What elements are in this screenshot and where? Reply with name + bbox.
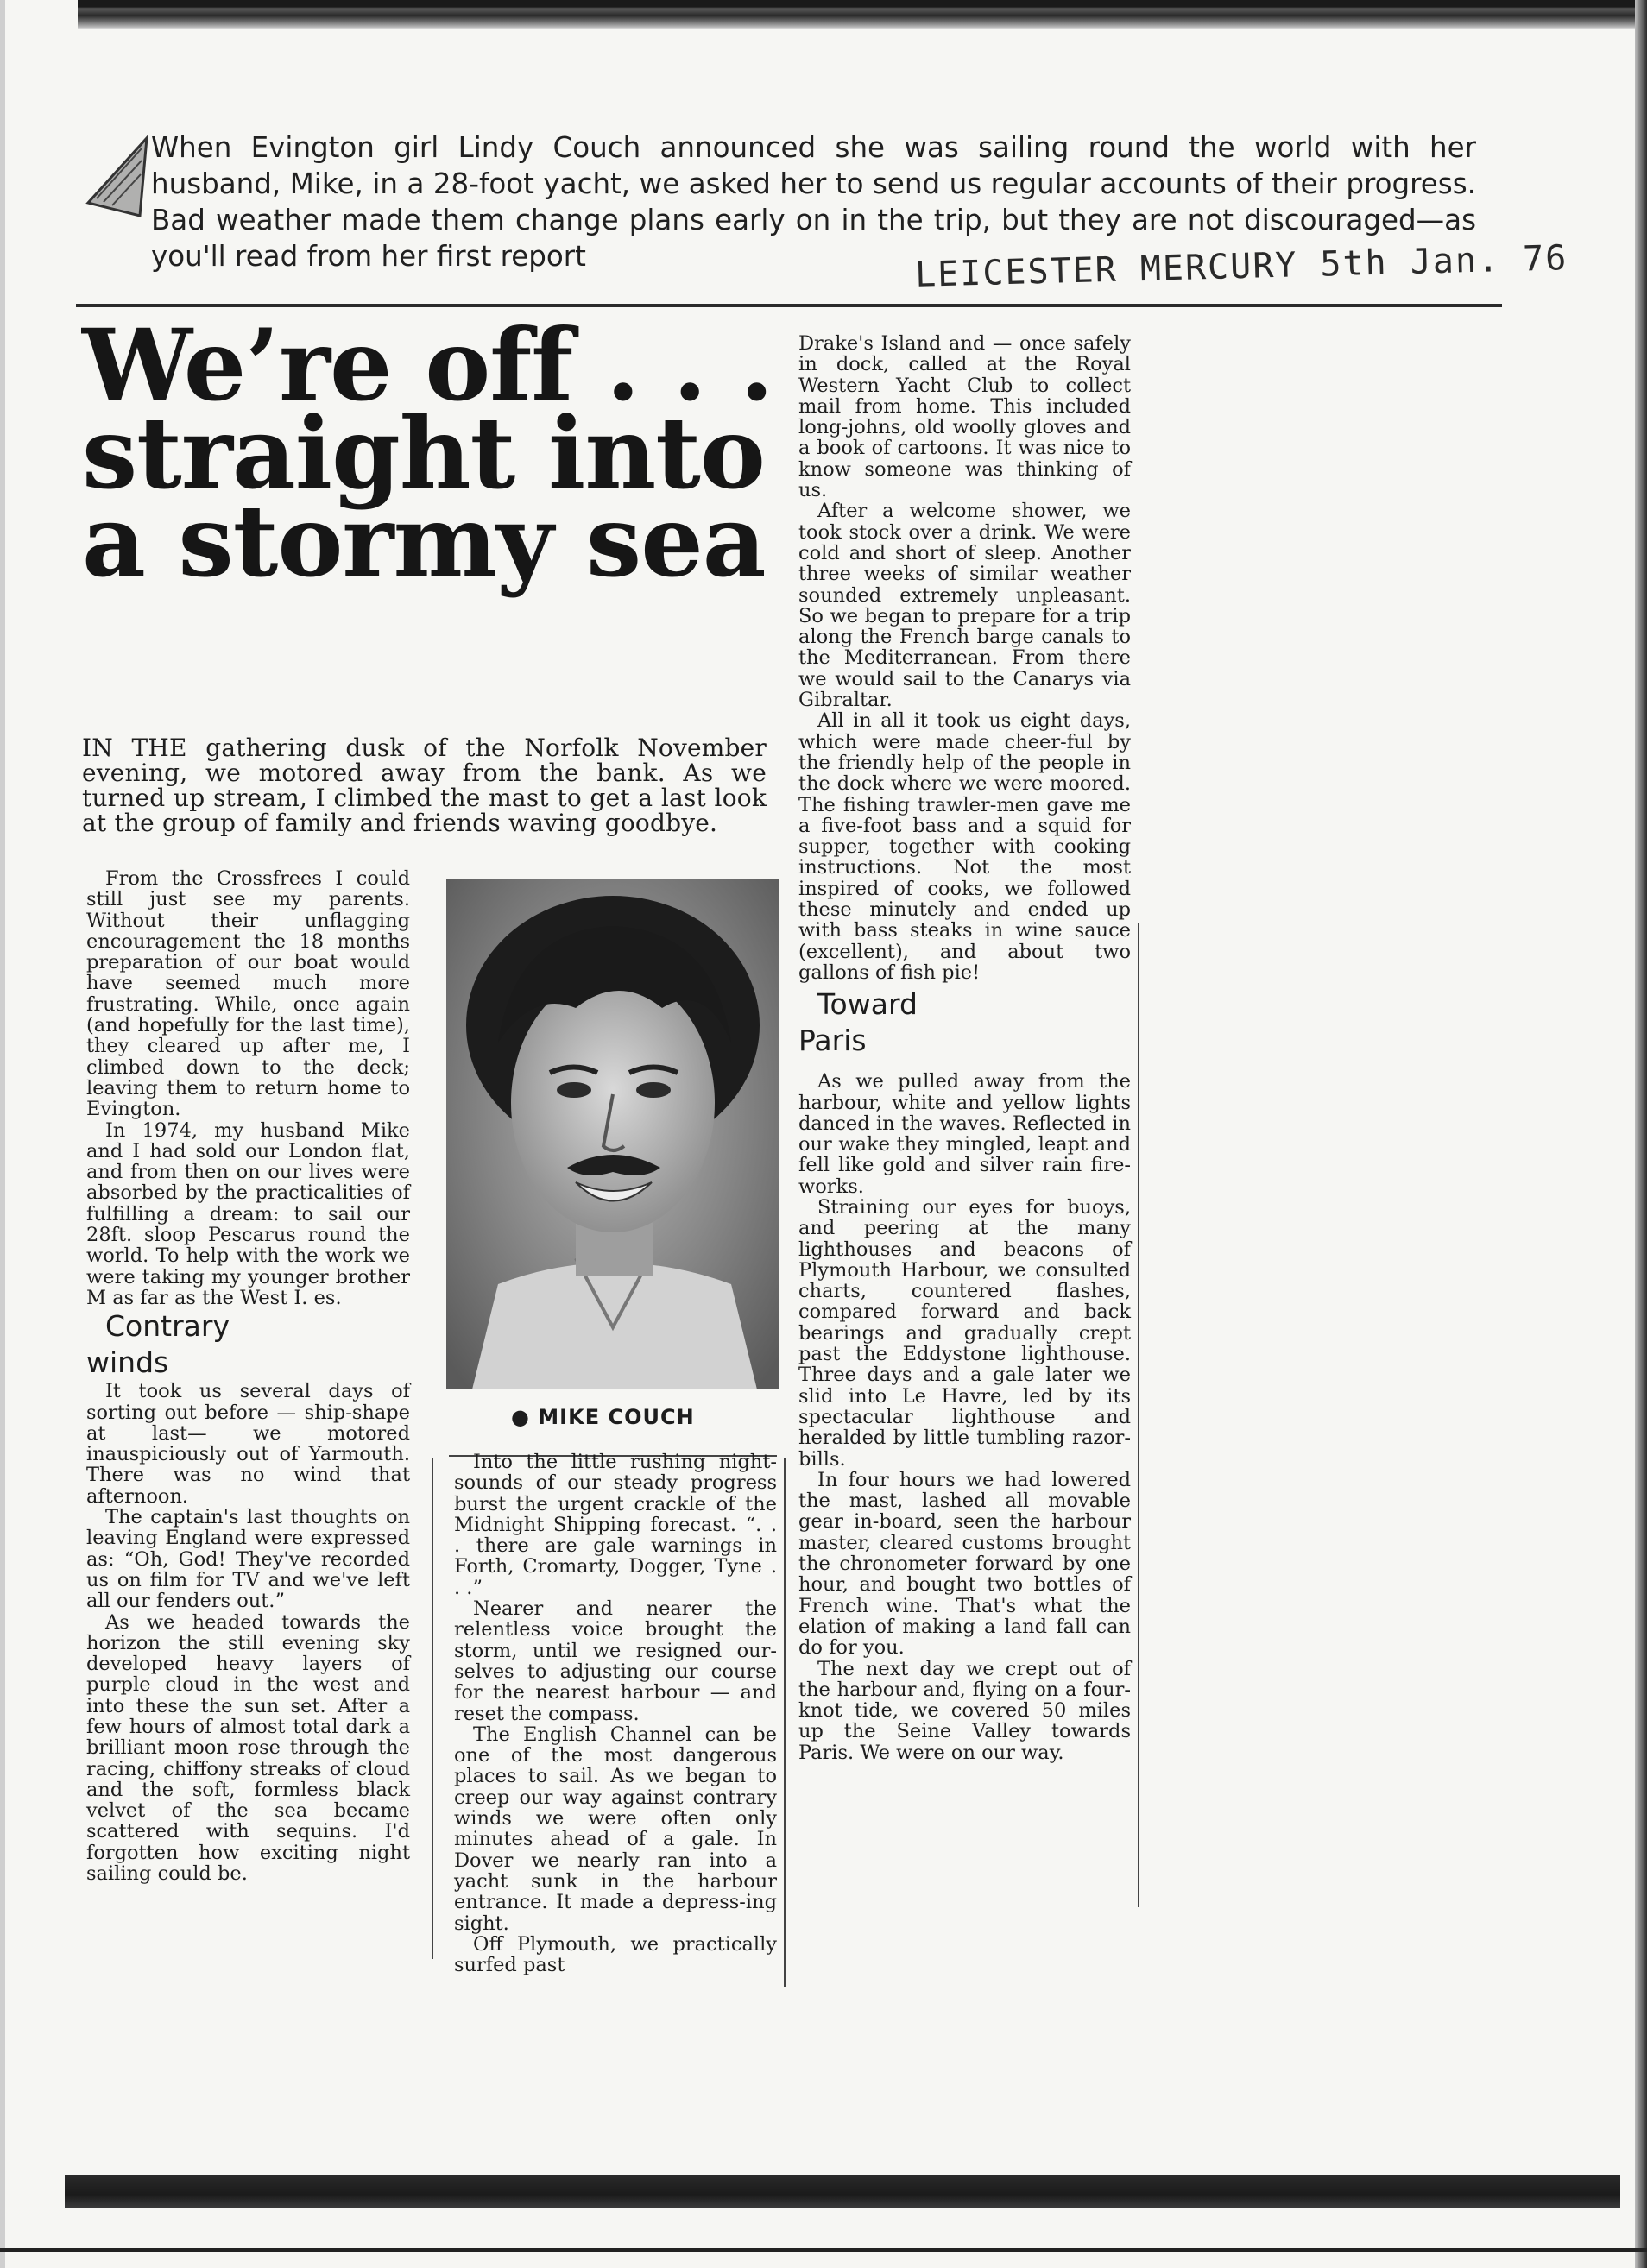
article-column-2 <box>454 1452 777 1975</box>
paragraph: Nearer and nearer the relentless voice brought the storm, until we resigned our-selves to adjusting our course for the nearest harbour — and reset the compass. <box>454 1597 777 1725</box>
paragraph: The captain's last thoughts on leaving England were expressed as: “Oh, God! They've recorded us on film for TV and we've left all our fenders out.” <box>86 1506 410 1613</box>
paragraph: The next day we crept out of the harbour and, flying on a four-knot tide, we covered 50 miles up the Seine Valley towards Paris. We were on our way. <box>798 1657 1131 1764</box>
paragraph: It took us several days of sorting out before — ship-shape at last— we motored inauspiciously out of Yarmouth. There was no wind that afternoon. <box>86 1380 410 1508</box>
paragraph: Into the little rushing night-sounds of our steady progress burst the urgent crackle of the Midnight Shipping forecast. “. . . there are gale warnings in Forth, Cromarty, Dogger, Tyne . . .” <box>454 1451 777 1599</box>
scan-border-top <box>78 0 1647 29</box>
paragraph: All in all it took us eight days, which were made cheer-ful by the friendly help of the people in the dock where we were moored. The fishing trawler-men gave me a five-foot bass and a squid for supper, together with cooking instructions. Not the most inspired of cooks, we followed these minutely and ended up with bass steaks in wine sauce (excellent), and about two gallons of fish pie! <box>798 709 1131 984</box>
scan-border-right <box>1635 0 1647 2268</box>
paragraph: As we pulled away from the harbour, white and yellow lights danced in the waves. Reflected in our wake they mingled, leapt and fell like gold and silver rain fire-works. <box>798 1070 1131 1198</box>
scan-line-bottom <box>0 2248 1647 2252</box>
paragraph: As we headed towards the horizon the still evening sky developed heavy layers of purple cloud in the west and into these the sun set. After a few hours of almost total dark a brilliant moon rose through the racing, chiffony streaks of cloud and the soft, formless black velvet of the sea became scattered with sequins. I'd forgotten how exciting night sailing could be. <box>86 1610 410 1886</box>
article-column-1 <box>86 868 410 1884</box>
portrait-illustration <box>446 879 779 1389</box>
paragraph: From the Crossfrees I could still just see my parents. Without their unflagging encouragement the 18 months preparation of our boat would have seemed much more frustrating. While, once again (and hopefully for the last time), they cleared up after me, I climbed down to the deck; leaving them to return home to Evington. <box>86 867 410 1121</box>
scan-edge-left <box>0 0 5 2268</box>
subhead-contrary-winds: Contrary winds <box>86 1309 230 1380</box>
paragraph: In 1974, my husband Mike and I had sold our London flat, and from then on our lives were absorbed by the practicalities of fulfilling a dream: to sail our 28ft. sloop Pescarus round the world. To help with the work we were taking my younger brother M as far as the West I. es. <box>86 1118 410 1309</box>
paragraph: After a welcome shower, we took stock over a drink. We were cold and short of sleep. Another three weeks of similar weather sounded extremely unpleasant. So we began to prepare for a trip along the French barge canals to the Mediterranean. From there we would sail to the Canarys via Gibraltar. <box>798 500 1131 712</box>
scan-border-bottom <box>65 2175 1620 2208</box>
headline-line: straight into <box>82 395 765 511</box>
pointer-arrow-icon <box>79 129 157 224</box>
portrait-photo <box>446 879 779 1389</box>
subhead-toward-paris: Toward Paris <box>798 987 918 1058</box>
headline <box>82 307 790 599</box>
intro-standfirst: When Evington girl Lindy Couch announced she was sailing round the world with her husband, Mike, in a 28-foot yacht, we asked her to send us regular accounts of their progress. Bad weather made them change plans early on in the trip, but they are not discouraged—as you'll read from her first report <box>151 131 1476 273</box>
column-rule <box>432 1458 433 1959</box>
column-rule <box>784 1458 786 1987</box>
headline-line: We’re off . . . <box>82 307 773 423</box>
article-lead: IN THE gathering dusk of the Norfolk November evening, we motored away from the bank. As we turned up stream, I climbed the mast to get a last look at the group of family and friends waving goodbye. <box>82 734 767 837</box>
paragraph: Drake's Island and — once safely in dock, called at the Royal Western Yacht Club to collect mail from home. This included long-johns, old woolly gloves and a book of cartoons. It was nice to know someone was thinking of us. <box>798 332 1131 502</box>
handwritten-source-note: LEICESTER MERCURY 5th Jan. 76 <box>914 238 1568 295</box>
paragraph: Straining our eyes for buoys, and peering at the many lighthouses and beacons of Plymouth Harbour, we consulted charts, countered flashes, compared forward and back bearings and gradually crept past the Eddystone lighthouse. Three days and a gale later we slid into Le Havre, led by its spectacular lighthouse and heralded by little tumbling razor-bills. <box>798 1195 1131 1471</box>
photo-caption: ● MIKE COUCH <box>511 1405 695 1429</box>
headline-line: a stormy sea <box>82 483 766 599</box>
paragraph: Off Plymouth, we practically surfed past <box>454 1932 777 1977</box>
column-rule <box>1138 923 1139 1907</box>
paragraph: In four hours we had lowered the mast, lashed all movable gear in-board, seen the harbour master, cleared customs brought the chronometer forward by one hour, and bought two bottles of French wine. That's what the elation of making a land fall can do for you. <box>798 1468 1131 1660</box>
article-column-3 <box>798 333 1131 1763</box>
paragraph: The English Channel can be one of the most dangerous places to sail. As we began to creep our way against contrary winds we were often only minutes ahead of a gale. In Dover we nearly ran into a yacht sunk in the harbour entrance. It made a depress-ing sight. <box>454 1723 777 1935</box>
